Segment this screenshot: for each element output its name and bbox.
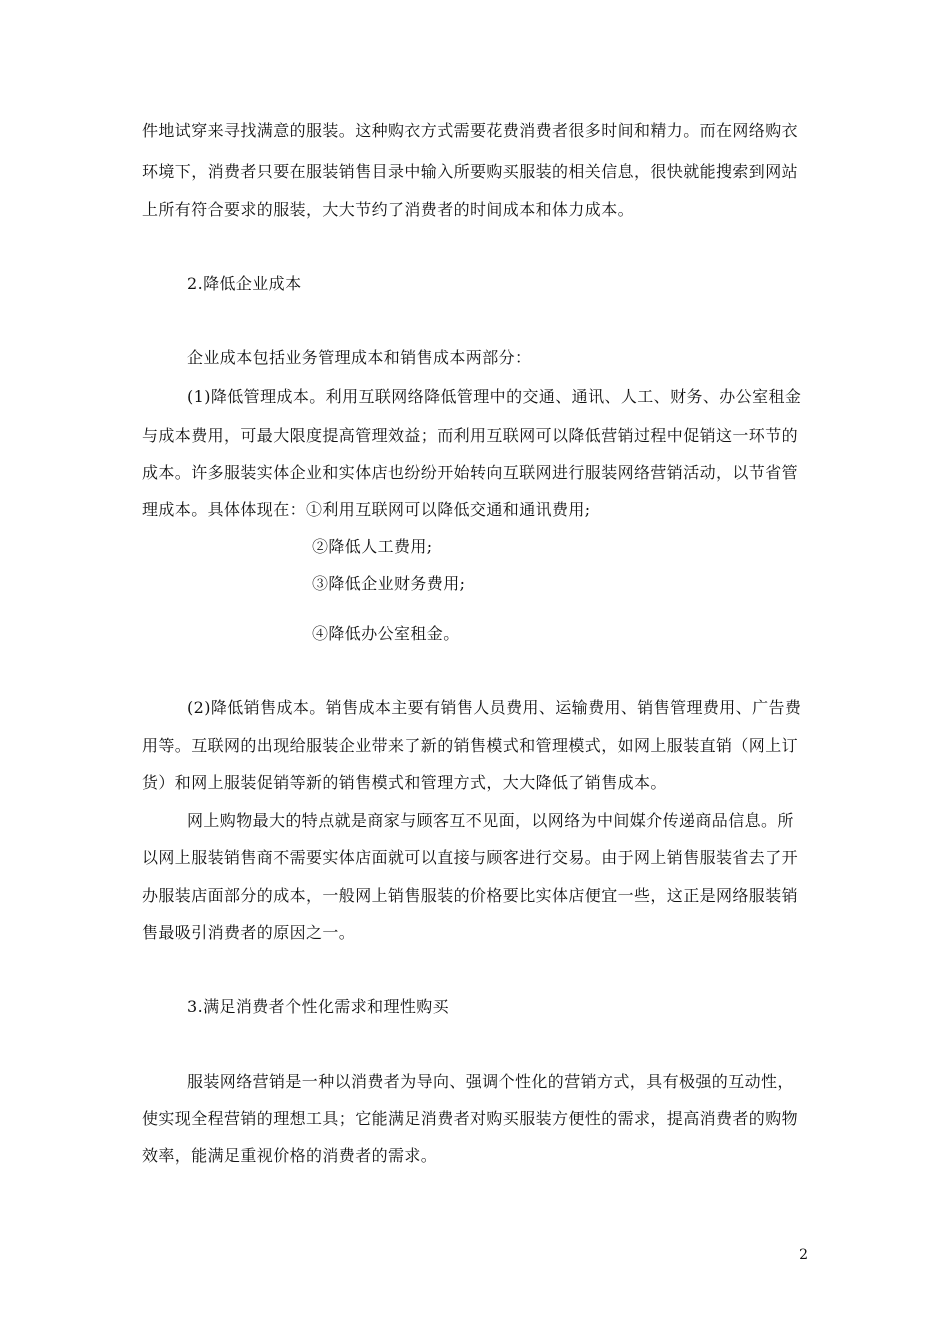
paragraph-personal-line-2: 使实现全程营销的理想工具；它能满足消费者对购买服装方便性的需求，提高消费者的购物 [142, 1109, 799, 1128]
paragraph-online-line-1: 网上购物最大的特点就是商家与顾客互不见面，以网络为中间媒介传递商品信息。所 [187, 811, 794, 830]
section-heading-3: 3.满足消费者个性化需求和理性购买 [187, 997, 450, 1016]
paragraph-cost-intro: 企业成本包括业务管理成本和销售成本两部分： [187, 348, 532, 367]
paragraph-sales-line-2: 用等。互联网的出现给服装企业带来了新的销售模式和管理模式，如网上服装直销（网上订 [142, 736, 799, 755]
paragraph-sales-line-3: 货）和网上服装促销等新的销售模式和管理方式，大大降低了销售成本。 [142, 773, 667, 792]
paragraph-mgmt-line-1: (1)降低管理成本。利用互联网络降低管理中的交通、通讯、人工、财务、办公室租金 [187, 387, 802, 406]
paragraph-personal-line-3: 效率，能满足重视价格的消费者的需求。 [142, 1146, 438, 1165]
list-item-labor: ②降低人工费用; [312, 537, 433, 556]
paragraph-mgmt-line-2: 与成本费用，可最大限度提高管理效益；而利用互联网可以降低营销过程中促销这一环节的 [142, 426, 799, 445]
paragraph-online-line-3: 办服装店面部分的成本，一般网上销售服装的价格要比实体店便宜一些，这正是网络服装销 [142, 886, 799, 905]
paragraph-sales-line-1: (2)降低销售成本。销售成本主要有销售人员费用、运输费用、销售管理费用、广告费 [187, 698, 802, 717]
paragraph-online-line-4: 售最吸引消费者的原因之一。 [142, 923, 356, 942]
paragraph-online-line-2: 以网上服装销售商不需要实体店面就可以直接与顾客进行交易。由于网上销售服装省去了开 [142, 848, 799, 867]
paragraph-personal-line-1: 服装网络营销是一种以消费者为导向、强调个性化的营销方式，具有极强的互动性， [187, 1072, 794, 1091]
section-heading-2: 2.降低企业成本 [187, 274, 302, 293]
page-number: 2 [799, 1247, 808, 1263]
list-item-finance: ③降低企业财务费用; [312, 574, 466, 593]
paragraph-mgmt-line-4: 理成本。具体体现在：①利用互联网可以降低交通和通讯费用; [142, 500, 591, 519]
paragraph-intro-line-3: 上所有符合要求的服装，大大节约了消费者的时间成本和体力成本。 [142, 200, 635, 219]
list-item-rent: ④降低办公室租金。 [312, 624, 460, 643]
paragraph-intro-line-2: 环境下，消费者只要在服装销售目录中输入所要购买服装的相关信息，很快就能搜索到网站 [142, 162, 799, 181]
paragraph-intro-line-1: 件地试穿来寻找满意的服装。这种购衣方式需要花费消费者很多时间和精力。而在网络购衣 [142, 121, 799, 140]
paragraph-mgmt-line-3: 成本。许多服装实体企业和实体店也纷纷开始转向互联网进行服装网络营销活动，以节省管 [142, 463, 799, 482]
